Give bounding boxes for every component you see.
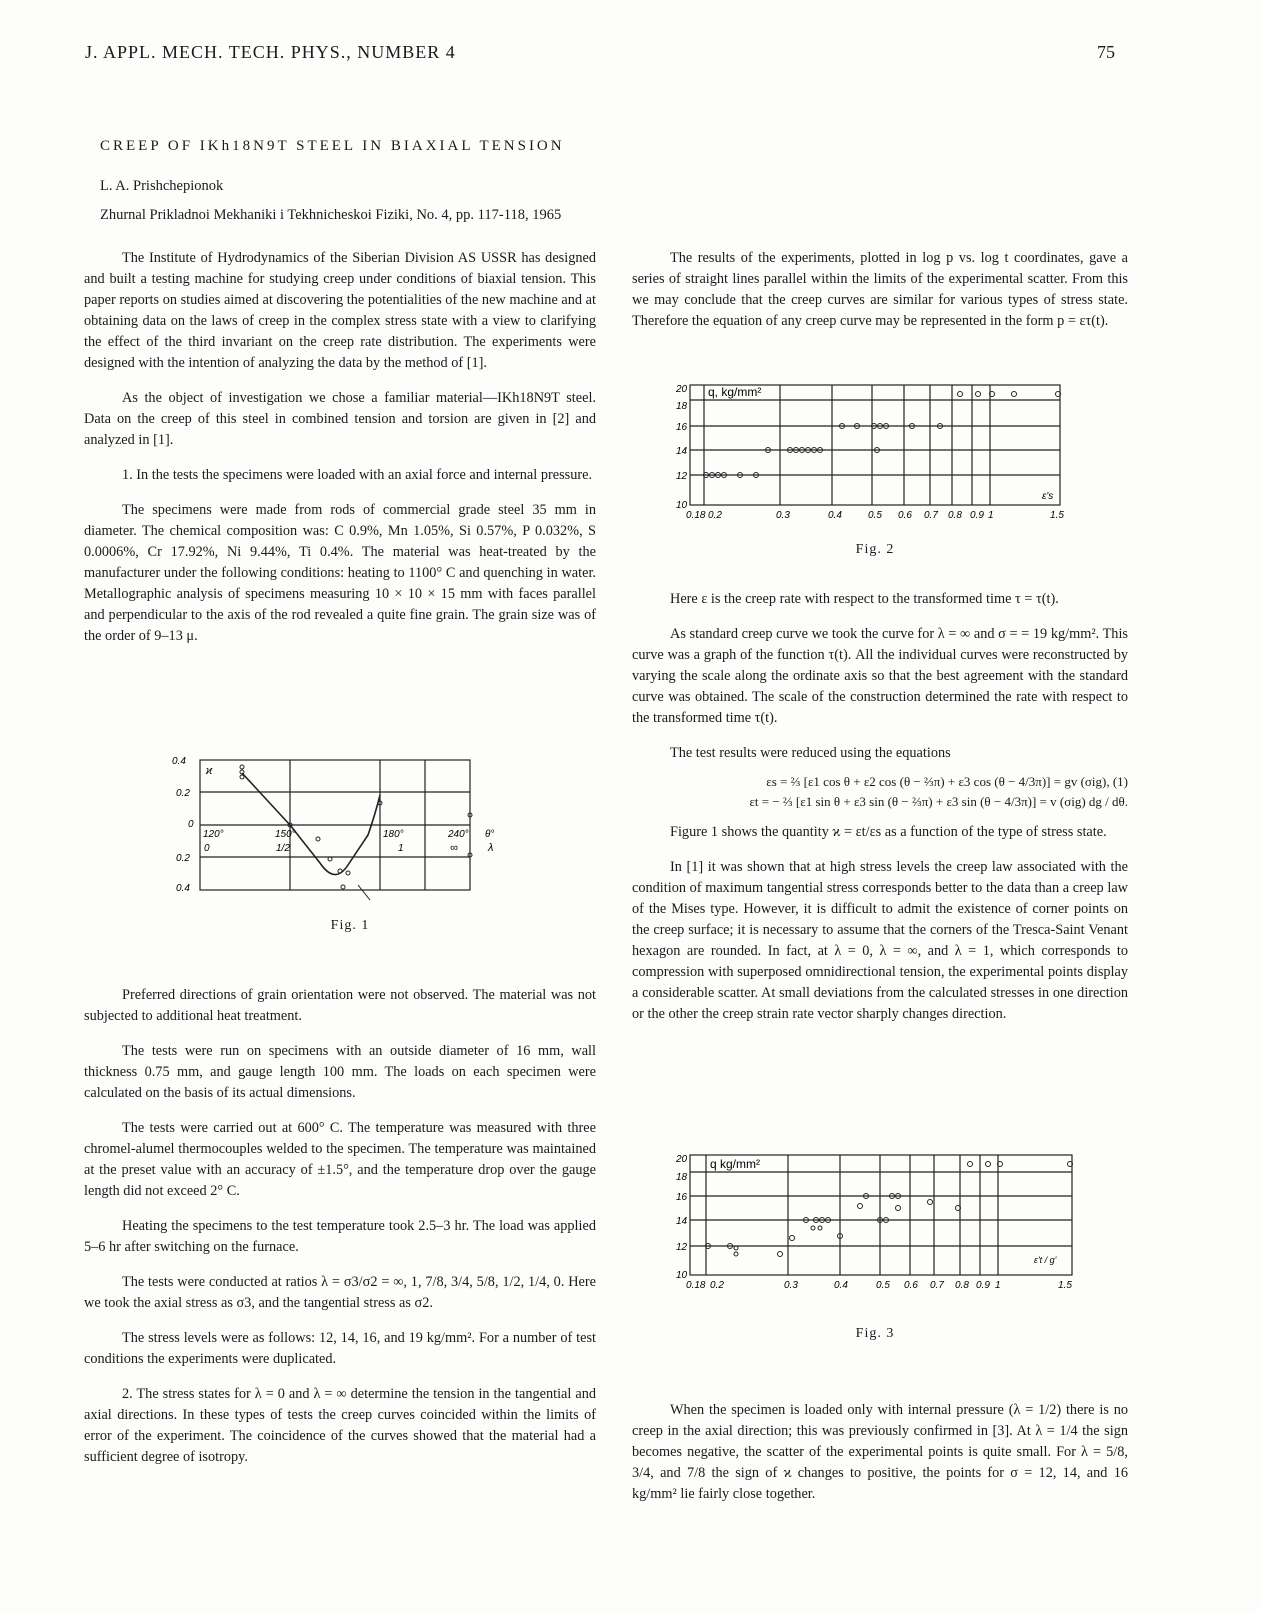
article-title: CREEP OF IKh18N9T STEEL IN BIAXIAL TENSION xyxy=(100,138,565,154)
paragraph: As the object of investigation we chose a familiar material—IKh18N9T steel. Data on the creep of this steel in combined tension and torsion are given in [2] and analyzed in [1]. xyxy=(84,390,596,448)
fig2-y-tick: 20 xyxy=(676,384,688,395)
fig2-y-tick: 14 xyxy=(676,446,688,457)
figure-3-caption: Fig. 3 xyxy=(855,1326,895,1341)
fig3-y-tick: 20 xyxy=(676,1154,688,1165)
fig1-y-tick: 0.4 xyxy=(172,756,186,767)
fig2-x-tick: 0.8 xyxy=(948,510,962,521)
fig1-y-tick: 0.2 xyxy=(176,788,190,799)
fig1-lambda-label: 1 xyxy=(398,843,404,854)
fig1-theta-label: 120° xyxy=(203,829,224,840)
fig2-x-tick: 0.6 xyxy=(898,510,912,521)
figure-1-caption: Fig. 1 xyxy=(330,918,370,933)
fig3-x-tick: 0.2 xyxy=(710,1280,724,1291)
fig3-x-tick: 0.18 xyxy=(686,1280,706,1291)
paragraph: The tests were carried out at 600° C. The temperature was measured with three chromel-alumel thermocouples welded to the specimen. The temperature was maintained at the preset value with an accuracy of ±1.5°, and the temperature drop over the gauge length did not exceed 2° C. xyxy=(84,1120,596,1199)
figure-3 xyxy=(672,1150,1082,1305)
fig1-theta-label: θ° xyxy=(485,829,495,840)
figure-3-plot xyxy=(672,1150,1082,1300)
running-header: J. APPL. MECH. TECH. PHYS., NUMBER 4 xyxy=(85,42,456,62)
author: L. A. Prishchepionok xyxy=(100,178,224,194)
fig3-y-tick: 10 xyxy=(676,1270,688,1281)
figure-2 xyxy=(672,380,1082,535)
fig1-lambda-label: 0 xyxy=(204,843,210,854)
paragraph: Heating the specimens to the test temperature took 2.5–3 hr. The load was applied 5–6 hr after switching on the furnace. xyxy=(84,1218,596,1255)
paragraph: 2. The stress states for λ = 0 and λ = ∞ determine the tension in the tangential and axial directions. In these types of tests the creep curves coincided within the limits of error of the experiment. The coincidence of the curves showed that the material had a sufficient degree of isotropy. xyxy=(84,1386,596,1465)
paragraph: The Institute of Hydrodynamics of the Siberian Division AS USSR has designed and built a testing machine for studying creep under conditions of biaxial tension. This paper reports on studies aimed at discovering the potentialities of the new machine and at obtaining data on the laws of creep in the complex stress state with a view to clarifying the effect of the third invariant on the creep rate distribution. The experiments were designed with the intention of analyzing the data by the method of [1]. xyxy=(84,250,596,371)
fig2-x-tick: 0.3 xyxy=(776,510,790,521)
fig2-y-tick: 12 xyxy=(676,471,688,482)
fig3-x-tick: 0.6 xyxy=(904,1280,918,1291)
right-column-bottom xyxy=(632,1400,1128,1519)
source-citation: Zhurnal Prikladnoi Mekhaniki i Tekhnicheskoi Fiziki, No. 4, pp. 117-118, 1965 xyxy=(100,207,562,223)
paragraph: In [1] it was shown that at high stress levels the creep law associated with the condition of maximum tangential stress corresponds better to the data than a creep law of the Mises type. However, it is difficult to admit the existence of corner points on the creep surface; it is necessary to assume that the corners of the Tresca-Saint Venant hexagon are rounded. In fact, at λ = 0, λ = ∞, and λ = 1, which corresponds to compression with superposed omnidirectional tension, the experimental points display a considerable scatter. At small deviations from the calculated stresses in one direction or the other the creep strain rate vector sharply changes direction. xyxy=(632,859,1128,1022)
fig3-x-label: ε't / g' xyxy=(1034,1255,1057,1265)
paragraph: The test results were reduced using the equations xyxy=(670,745,951,761)
paragraph: The tests were conducted at ratios λ = σ3/σ2 = ∞, 1, 7/8, 3/4, 5/8, 1/2, 1/4, 0. Here we took the axial stress as σ3, and the tangential stress as σ2. xyxy=(84,1274,596,1311)
paragraph: The results of the experiments, plotted in log p vs. log t coordinates, gave a series of straight lines parallel within the limits of the experimental scatter. From this we may conclude that the creep curves are similar for various types of stress state. Therefore the equation of any creep curve may be represented in the form p = ετ(t). xyxy=(632,250,1128,329)
right-column-middle xyxy=(632,589,1128,1039)
fig2-y-tick: 18 xyxy=(676,401,688,412)
fig2-x-tick: 1.5 xyxy=(1050,510,1064,521)
equations xyxy=(632,772,1128,812)
left-column-bottom xyxy=(84,985,596,1482)
fig3-y-tick: 16 xyxy=(676,1192,688,1203)
equation-1: εs = ⅔ [ε1 cos θ + ε2 cos (θ − ⅔π) + ε3 cos (θ − 4/3π)] = gv (σig), (1) xyxy=(766,774,1128,789)
fig3-y-tick: 18 xyxy=(676,1172,688,1183)
fig3-x-tick: 0.9 xyxy=(976,1280,990,1291)
fig1-y-tick: 0.2 xyxy=(176,853,190,864)
right-column-top xyxy=(632,248,1128,346)
fig3-y-label: q kg/mm² xyxy=(710,1157,761,1171)
fig1-theta-label: 180° xyxy=(383,829,404,840)
paragraph: Figure 1 shows the quantity ϰ = εt/εs as a function of the type of stress state. xyxy=(670,824,1107,840)
figure-1 xyxy=(170,755,510,910)
fig3-x-tick: 0.8 xyxy=(955,1280,969,1291)
paragraph: The stress levels were as follows: 12, 14, 16, and 19 kg/mm². For a number of test conditions the experiments were duplicated. xyxy=(84,1330,596,1367)
fig1-y-label: ϰ xyxy=(206,765,213,777)
fig1-lambda-label: ∞ xyxy=(450,842,458,854)
fig1-theta-label: 150° xyxy=(275,829,296,840)
fig2-x-tick: 0.4 xyxy=(828,510,842,521)
fig3-y-tick: 14 xyxy=(676,1216,688,1227)
fig1-y-tick: 0.4 xyxy=(176,883,190,894)
paragraph: 1. In the tests the specimens were loaded with an axial force and internal pressure. xyxy=(122,467,593,483)
paragraph: Preferred directions of grain orientation were not observed. The material was not subjected to additional heat treatment. xyxy=(84,987,596,1024)
left-column-top xyxy=(84,248,596,661)
fig2-y-label: q, kg/mm² xyxy=(708,385,762,399)
paragraph: The tests were run on specimens with an outside diameter of 16 mm, wall thickness 0.75 mm, and gauge length 100 mm. The loads on each specimen were calculated on the basis of its actual dimensions. xyxy=(84,1043,596,1101)
fig2-x-tick: 0.18 xyxy=(686,510,706,521)
fig1-lambda-label: 1/2 xyxy=(276,843,290,854)
fig3-x-tick: 0.4 xyxy=(834,1280,848,1291)
figure-2-caption: Fig. 2 xyxy=(855,542,895,557)
fig1-lambda-label: λ xyxy=(488,842,494,854)
paragraph: When the specimen is loaded only with internal pressure (λ = 1/2) there is no creep in the axial direction; this was previously confirmed in [3]. At λ = 1/4 the sign becomes negative, the scatter of the experimental points is quite small. For λ = 5/8, 3/4, and 7/8 the sign of ϰ changes to positive, the points for σ = 12, 14, and 16 kg/mm² lie fairly close together. xyxy=(632,1402,1128,1502)
fig2-x-label: ε's xyxy=(1042,491,1054,502)
fig3-x-tick: 0.5 xyxy=(876,1280,890,1291)
fig2-y-tick: 16 xyxy=(676,422,688,433)
fig2-y-tick: 10 xyxy=(676,500,688,511)
fig2-x-tick: 0.9 xyxy=(970,510,984,521)
fig3-x-tick: 1.5 xyxy=(1058,1280,1072,1291)
fig2-x-tick: 0.2 xyxy=(708,510,722,521)
paragraph: As standard creep curve we took the curve for λ = ∞ and σ = = 19 kg/mm². This curve was a graph of the function τ(t). All the individual curves were reconstructed by varying the scale along the ordinate axis so that the best agreement with the standard curve was obtained. The scale of the construction determined the rate with respect to the transformed time τ(t). xyxy=(632,626,1128,726)
fig3-x-tick: 1 xyxy=(995,1280,1001,1291)
fig2-x-tick: 0.5 xyxy=(868,510,882,521)
fig2-x-tick: 0.7 xyxy=(924,510,938,521)
paragraph: The specimens were made from rods of commercial grade steel 35 mm in diameter. The chemical composition was: C 0.9%, Mn 1.05%, Si 0.57%, P 0.032%, S 0.0006%, Cr 17.92%, Ni 9.44%, Ti 0.4%. The material was heat-treated by the manufacturer under the following conditions: heating to 1100° C and quenching in water. Metallographic analysis of specimens measuring 10 × 10 × 15 mm with faces parallel and perpendicular to the axis of the rod revealed a quite fine grain. The grain size was of the order of 9–13 μ. xyxy=(84,502,596,644)
page-number: 75 xyxy=(1097,42,1115,62)
fig1-y-tick: 0 xyxy=(188,819,194,830)
fig1-theta-label: 240° xyxy=(448,829,469,840)
fig3-y-tick: 12 xyxy=(676,1242,688,1253)
equation-2: εt = − ⅔ [ε1 sin θ + ε3 sin (θ − ⅔π) + ε3 sin (θ − 4/3π)] = v (σig) dg / dθ. xyxy=(749,794,1128,809)
fig3-x-tick: 0.3 xyxy=(784,1280,798,1291)
paragraph: Here ε is the creep rate with respect to the transformed time τ = τ(t). xyxy=(670,591,1059,607)
figure-2-plot xyxy=(672,380,1082,530)
fig3-x-tick: 0.7 xyxy=(930,1280,944,1291)
fig2-x-tick: 1 xyxy=(988,510,994,521)
figure-1-plot xyxy=(170,755,510,905)
